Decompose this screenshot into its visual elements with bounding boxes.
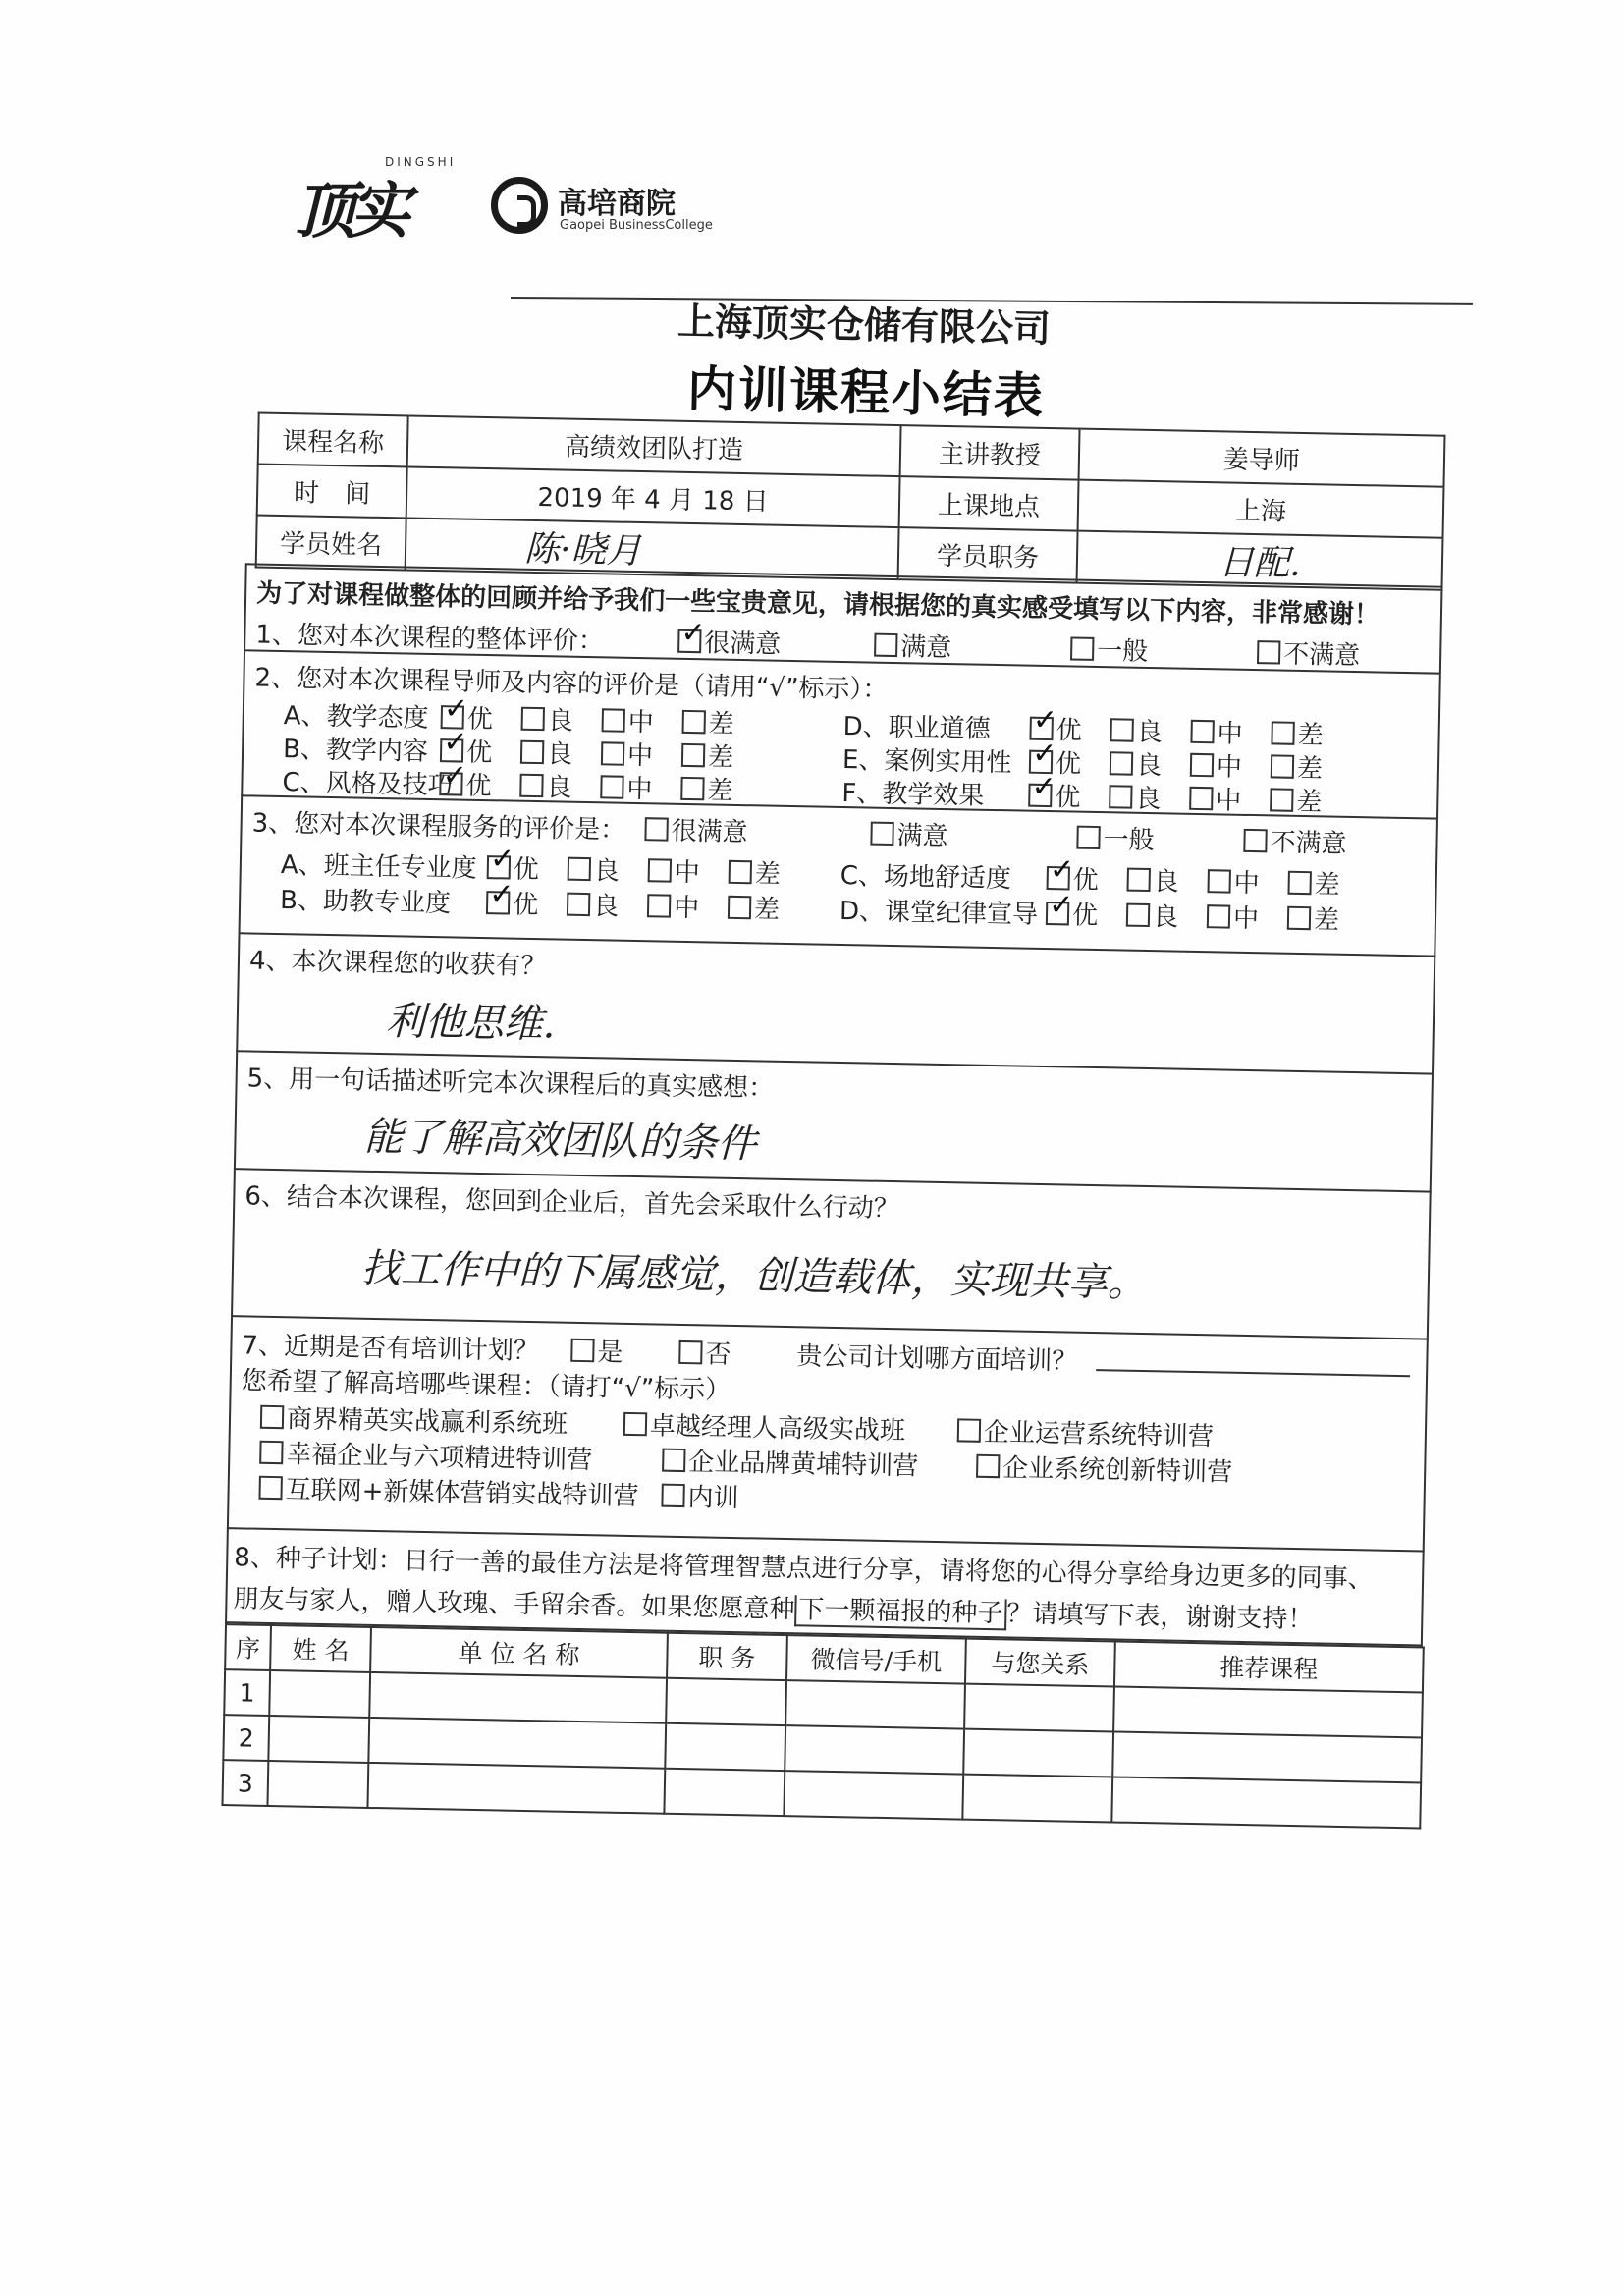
q8-line2b: 下一颗福报的种子 bbox=[794, 1595, 1007, 1630]
q2-item-grade-option[interactable] bbox=[520, 734, 602, 772]
checkbox-icon[interactable] bbox=[1207, 904, 1230, 928]
q1-option-very-satisfied[interactable] bbox=[677, 623, 782, 661]
course-label: 企业运营系统特训营 bbox=[983, 1417, 1215, 1452]
course-label: 幸福企业与六项精进特训营 bbox=[286, 1440, 593, 1476]
checkbox-icon[interactable] bbox=[568, 857, 591, 881]
q2-item-grade-option[interactable] bbox=[1189, 780, 1271, 818]
cell[interactable] bbox=[666, 1678, 786, 1725]
checkbox-icon[interactable] bbox=[520, 740, 544, 764]
checkbox-icon[interactable] bbox=[1028, 784, 1052, 807]
q3-item-grade-option[interactable] bbox=[486, 884, 568, 922]
q7-text: 7、近期是否有培训计划？ bbox=[242, 1331, 540, 1367]
checkbox-icon[interactable] bbox=[486, 891, 510, 914]
q2-item-grade-option[interactable] bbox=[1270, 781, 1351, 819]
cell[interactable] bbox=[1113, 1686, 1423, 1737]
q7-no-label: 否 bbox=[705, 1339, 731, 1370]
q1-text: 1、您对本次课程的整体评价： bbox=[255, 620, 605, 657]
checkbox-icon[interactable] bbox=[1076, 826, 1100, 849]
cell[interactable] bbox=[269, 1670, 370, 1718]
q1-option-average[interactable] bbox=[1070, 629, 1149, 668]
q2-item-grade-option[interactable] bbox=[681, 703, 763, 741]
grade-label: 良 bbox=[592, 892, 620, 922]
section-q5 bbox=[234, 1052, 1434, 1192]
q3-item-grade-option[interactable] bbox=[647, 851, 729, 890]
checkbox-icon[interactable] bbox=[1190, 753, 1214, 777]
cell[interactable] bbox=[1112, 1731, 1422, 1782]
grade-label: 优 bbox=[1072, 865, 1100, 897]
q7-yes[interactable] bbox=[570, 1332, 623, 1369]
gaopei-logo-name: 高培商院 bbox=[558, 187, 676, 221]
checkbox-icon[interactable] bbox=[647, 894, 671, 917]
checkbox-icon[interactable] bbox=[567, 893, 590, 916]
checkbox-icon[interactable] bbox=[680, 777, 704, 800]
checkbox-icon[interactable] bbox=[260, 1405, 284, 1429]
cell[interactable] bbox=[665, 1723, 785, 1771]
checkbox-icon[interactable] bbox=[1110, 751, 1133, 775]
q3-item-grade-option[interactable] bbox=[1287, 864, 1369, 902]
checkbox-icon[interactable] bbox=[1287, 871, 1311, 895]
col-header: 姓 名 bbox=[270, 1625, 371, 1672]
q2-item-label: D、职业道德 bbox=[842, 712, 991, 744]
q2-item-label: C、风格及技巧 bbox=[282, 768, 454, 801]
q3-item-grade-option[interactable] bbox=[1126, 897, 1208, 935]
course-label: 互联网+新媒体营销实战特训营 bbox=[285, 1475, 639, 1512]
checkbox-icon[interactable] bbox=[1243, 829, 1267, 852]
q2-item-grade-option[interactable] bbox=[600, 768, 681, 806]
checkbox-icon[interactable] bbox=[648, 858, 672, 882]
q3-text: 3、您对本次课程服务的评价是： bbox=[251, 808, 626, 846]
cell[interactable] bbox=[369, 1672, 667, 1723]
lecturer-label: 主讲教授 bbox=[900, 425, 1080, 479]
grade-label: 良 bbox=[593, 856, 621, 887]
cell[interactable] bbox=[964, 1684, 1114, 1732]
checkbox-icon[interactable] bbox=[1257, 640, 1280, 664]
grade-label: 良 bbox=[1136, 717, 1163, 748]
checkbox-icon[interactable] bbox=[487, 855, 511, 879]
grade-label: 优 bbox=[1056, 716, 1082, 746]
q3-item-label: D、课堂纪律宣导 bbox=[839, 896, 1039, 930]
q3-option-unsatisfied[interactable] bbox=[1243, 822, 1347, 860]
cell[interactable] bbox=[267, 1761, 368, 1808]
q5-answer: 能了解高效团队的条件 bbox=[363, 1114, 757, 1168]
q5-text: 5、用一句话描述听完本次课程后的真实感想： bbox=[246, 1064, 775, 1104]
intro-text: 为了对课程做整体的回顾并给予我们一些宝贵意见，请根据您的真实感受填写以下内容，非常感谢！ bbox=[255, 578, 1380, 630]
grade-label: 差 bbox=[1295, 787, 1323, 818]
grade-label: 差 bbox=[753, 895, 781, 925]
course-option[interactable] bbox=[957, 1411, 1215, 1452]
q3-item-grade-option[interactable] bbox=[1207, 862, 1288, 901]
document-title: 内训课程小结表 bbox=[686, 360, 1046, 425]
q2-item-grade-option[interactable] bbox=[520, 700, 602, 738]
lecturer-value: 姜导师 bbox=[1079, 429, 1445, 487]
q7-plan-text: 贵公司计划哪方面培训？ bbox=[796, 1341, 1078, 1377]
course-label: 卓越经理人高级实战班 bbox=[649, 1411, 906, 1447]
checkbox-icon[interactable] bbox=[677, 629, 701, 653]
checkbox-icon[interactable] bbox=[957, 1418, 981, 1442]
cell[interactable] bbox=[367, 1763, 665, 1814]
grade-label: 中 bbox=[1232, 903, 1260, 935]
checkbox-icon[interactable] bbox=[728, 896, 751, 919]
checkbox-icon[interactable] bbox=[521, 707, 545, 731]
dingshi-logo: 顶实 bbox=[295, 175, 406, 246]
checkbox-icon[interactable] bbox=[1109, 785, 1132, 808]
q2-item-grade-option[interactable] bbox=[681, 737, 763, 775]
row-index: 1 bbox=[224, 1669, 270, 1716]
checkbox-icon[interactable] bbox=[623, 1412, 647, 1436]
grade-label: 差 bbox=[708, 709, 735, 739]
q2-item-label: A、教学态度 bbox=[283, 701, 429, 734]
q2-item-grade-option[interactable] bbox=[1028, 777, 1110, 815]
cell[interactable] bbox=[784, 1771, 963, 1819]
section-q6 bbox=[231, 1170, 1432, 1339]
q6-answer: 找工作中的下属感觉，创造载体，实现共享。 bbox=[360, 1245, 1148, 1307]
checkbox-icon[interactable] bbox=[662, 1449, 685, 1472]
grade-label: 差 bbox=[707, 742, 734, 773]
grade-label: 良 bbox=[1153, 867, 1179, 898]
q3-item-grade-option[interactable] bbox=[728, 889, 809, 927]
grade-label: 优 bbox=[1071, 901, 1099, 932]
grade-label: 优 bbox=[1055, 783, 1081, 813]
q3-option-label: 一般 bbox=[1103, 825, 1155, 856]
q1-option-label: 满意 bbox=[899, 632, 952, 664]
checkbox-icon[interactable] bbox=[259, 1441, 283, 1464]
col-header: 序 bbox=[225, 1624, 271, 1670]
grade-label: 良 bbox=[546, 773, 572, 803]
cell[interactable] bbox=[963, 1729, 1113, 1777]
grade-label: 中 bbox=[626, 740, 654, 772]
checkbox-icon[interactable] bbox=[1287, 906, 1311, 930]
grade-label: 良 bbox=[546, 739, 573, 770]
checkbox-icon[interactable] bbox=[1047, 866, 1070, 890]
checkbox-icon[interactable] bbox=[1271, 754, 1294, 778]
grade-label: 优 bbox=[513, 854, 540, 886]
checkbox-icon[interactable] bbox=[1270, 788, 1293, 811]
q7-plan-blank[interactable] bbox=[1096, 1369, 1410, 1377]
q3-item-label: C、场地舒适度 bbox=[839, 860, 1012, 895]
checkbox-icon[interactable] bbox=[729, 860, 752, 884]
grade-label: 差 bbox=[1297, 720, 1324, 751]
q4-text: 4、本次课程您的收获有？ bbox=[248, 946, 547, 982]
grade-label: 中 bbox=[1233, 868, 1260, 900]
checkbox-icon[interactable] bbox=[682, 710, 706, 734]
q2-item-grade-option[interactable] bbox=[601, 735, 682, 773]
grade-label: 良 bbox=[1135, 784, 1162, 815]
checkbox-icon[interactable] bbox=[519, 774, 543, 797]
grade-label: 良 bbox=[547, 706, 574, 737]
cell[interactable] bbox=[368, 1718, 666, 1769]
course-label: 内训 bbox=[687, 1483, 739, 1514]
cell[interactable] bbox=[785, 1725, 964, 1774]
q8-line2a: 朋友与家人，赠人玫瑰、手留余香。如果您愿意种 bbox=[233, 1584, 795, 1625]
checkbox-icon[interactable] bbox=[1127, 868, 1151, 892]
course-label: 企业品牌黄埔特训营 bbox=[687, 1448, 919, 1482]
time-label: 时 间 bbox=[257, 465, 407, 519]
q2-item-grade-option[interactable] bbox=[1271, 747, 1352, 786]
course-option[interactable] bbox=[661, 1477, 739, 1515]
seed-table bbox=[221, 1623, 1424, 1829]
grade-label: 差 bbox=[754, 859, 782, 890]
q3-item-grade-option[interactable] bbox=[728, 853, 809, 892]
checkbox-icon[interactable] bbox=[661, 1484, 684, 1507]
q2-item-label: F、教学效果 bbox=[841, 779, 985, 811]
checkbox-icon[interactable] bbox=[976, 1454, 1000, 1478]
grade-label: 良 bbox=[1152, 902, 1179, 933]
course-option[interactable] bbox=[258, 1469, 638, 1512]
checkbox-icon[interactable] bbox=[644, 817, 668, 841]
q3-option-very-satisfied[interactable] bbox=[644, 810, 748, 848]
place-value: 上海 bbox=[1078, 480, 1444, 538]
time-value: 2019 年 4 月 18 日 bbox=[406, 466, 900, 527]
cell[interactable] bbox=[1111, 1777, 1421, 1828]
q8-line2c: ？请填写下表，谢谢支持！ bbox=[1006, 1599, 1314, 1635]
q2-item-grade-option[interactable] bbox=[1190, 713, 1272, 751]
grade-label: 优 bbox=[1055, 749, 1082, 780]
checkbox-icon[interactable] bbox=[601, 741, 624, 765]
place-label: 上课地点 bbox=[899, 476, 1079, 530]
checkbox-icon[interactable] bbox=[870, 822, 893, 846]
q7-no[interactable] bbox=[678, 1334, 731, 1371]
grade-label: 差 bbox=[1313, 905, 1340, 936]
grade-label: 中 bbox=[1216, 786, 1242, 816]
q7-hope-text: 您希望了解高培哪些课程：（请打“√”标示） bbox=[241, 1366, 731, 1405]
checkbox-icon[interactable] bbox=[258, 1476, 282, 1500]
q3-item-grade-option[interactable] bbox=[1126, 861, 1208, 900]
q3-item-label: B、助教专业度 bbox=[279, 886, 452, 919]
grade-label: 优 bbox=[465, 738, 493, 769]
q2-item-grade-option[interactable] bbox=[1271, 714, 1352, 752]
q2-item-grade-option[interactable] bbox=[439, 765, 520, 803]
position-label: 学员职务 bbox=[898, 527, 1078, 582]
section-q4 bbox=[236, 934, 1435, 1074]
position-value: 日配. bbox=[1077, 531, 1443, 590]
grade-label: 中 bbox=[674, 857, 701, 889]
q2-item-label: B、教学内容 bbox=[282, 735, 429, 767]
checkbox-icon[interactable] bbox=[1070, 636, 1094, 660]
grade-label: 中 bbox=[626, 774, 653, 805]
q3-item-grade-option[interactable] bbox=[647, 887, 729, 925]
q2-item-grade-option[interactable] bbox=[601, 701, 682, 739]
grade-label: 差 bbox=[1296, 753, 1324, 785]
grade-label: 中 bbox=[1216, 752, 1243, 783]
checkbox-icon[interactable] bbox=[602, 708, 625, 732]
checkbox-icon[interactable] bbox=[439, 772, 462, 795]
student-value: 陈·晓月 bbox=[406, 518, 899, 579]
checkbox-icon[interactable] bbox=[1189, 787, 1213, 810]
checkbox-icon[interactable] bbox=[681, 743, 705, 767]
checkbox-icon[interactable] bbox=[600, 775, 623, 798]
q3-item-grade-option[interactable] bbox=[1046, 895, 1127, 933]
q3-item-label: A、班主任专业度 bbox=[280, 850, 477, 884]
checkbox-icon[interactable] bbox=[678, 1340, 702, 1364]
info-table bbox=[255, 412, 1446, 591]
course-value: 高绩效团队打造 bbox=[407, 415, 901, 476]
q3-option-satisfied[interactable] bbox=[870, 815, 948, 853]
q2-item-grade-option[interactable] bbox=[680, 770, 762, 808]
q2-item-grade-option[interactable] bbox=[1190, 746, 1272, 785]
cell[interactable] bbox=[268, 1716, 369, 1763]
company-name: 上海顶实仓储有限公司 bbox=[677, 300, 1052, 351]
row-index: 3 bbox=[222, 1760, 268, 1806]
section-q2 bbox=[241, 651, 1441, 819]
section-q7 bbox=[227, 1317, 1429, 1552]
q3-option-label: 很满意 bbox=[671, 816, 748, 848]
logo-bar bbox=[295, 147, 746, 255]
grade-label: 优 bbox=[512, 890, 539, 921]
q8-line1: 8、种子计划：日行一善的最佳方法是将管理智慧点进行分享，请将您的心得分享给身边更多的同事、 bbox=[234, 1543, 1374, 1595]
q2-item-grade-option[interactable] bbox=[1110, 711, 1191, 749]
checkbox-icon[interactable] bbox=[1110, 718, 1133, 741]
grade-label: 中 bbox=[1217, 719, 1243, 749]
q3-item-grade-option[interactable] bbox=[1207, 898, 1288, 936]
cell[interactable] bbox=[962, 1775, 1112, 1823]
gaopei-logo-en: Gaopei BusinessCollege bbox=[560, 218, 713, 233]
q3-item-grade-option[interactable] bbox=[1287, 900, 1369, 938]
checkbox-icon[interactable] bbox=[1207, 869, 1230, 893]
q3-option-average[interactable] bbox=[1076, 819, 1155, 857]
q2-item-grade-option[interactable] bbox=[1109, 778, 1190, 816]
course-label: 企业系统创新特训营 bbox=[1001, 1453, 1233, 1488]
grade-label: 中 bbox=[673, 893, 700, 924]
checkbox-icon[interactable] bbox=[874, 633, 897, 657]
col-header: 单 位 名 称 bbox=[370, 1627, 668, 1678]
cell[interactable] bbox=[664, 1769, 785, 1816]
q3-item-grade-option[interactable] bbox=[567, 886, 648, 924]
q1-option-label: 不满意 bbox=[1282, 639, 1361, 672]
q3-item-grade-option[interactable] bbox=[568, 850, 649, 889]
q4-answer: 利他思维. bbox=[385, 999, 556, 1048]
cell[interactable] bbox=[785, 1680, 965, 1728]
q2-item-grade-option[interactable] bbox=[1110, 744, 1191, 783]
grade-label: 差 bbox=[1314, 870, 1340, 901]
q2-item-grade-option[interactable] bbox=[519, 767, 601, 805]
section-q3 bbox=[239, 796, 1438, 957]
q1-option-unsatisfied[interactable] bbox=[1257, 633, 1361, 672]
course-label: 商界精英实战赢利系统班 bbox=[286, 1404, 568, 1440]
col-header: 职 务 bbox=[667, 1633, 787, 1680]
q1-option-label: 一般 bbox=[1096, 635, 1149, 667]
q7-yes-label: 是 bbox=[597, 1338, 623, 1368]
q2-text: 2、您对本次课程导师及内容的评价是（请用“√”标示）： bbox=[254, 663, 889, 705]
checkbox-icon[interactable] bbox=[1046, 902, 1069, 925]
checkbox-icon[interactable] bbox=[1271, 721, 1294, 744]
q6-text: 6、结合本次课程，您回到企业后，首先会采取什么行动？ bbox=[244, 1181, 900, 1225]
checkbox-icon[interactable] bbox=[1190, 720, 1214, 743]
col-header: 推荐课程 bbox=[1114, 1642, 1424, 1693]
grade-label: 良 bbox=[1135, 750, 1163, 782]
course-option[interactable] bbox=[976, 1448, 1233, 1489]
student-label: 学员姓名 bbox=[256, 516, 406, 571]
q3-option-label: 满意 bbox=[896, 821, 948, 852]
col-header: 微信号/手机 bbox=[786, 1635, 966, 1683]
gaopei-logo-icon bbox=[491, 177, 548, 234]
course-option[interactable] bbox=[662, 1442, 919, 1483]
grade-label: 优 bbox=[466, 704, 494, 736]
grade-label: 中 bbox=[627, 707, 655, 738]
row-index: 2 bbox=[223, 1715, 269, 1761]
q1-option-label: 很满意 bbox=[703, 629, 782, 660]
q1-option-satisfied[interactable] bbox=[874, 627, 952, 665]
checkbox-icon[interactable] bbox=[570, 1339, 594, 1362]
col-header: 与您关系 bbox=[965, 1639, 1115, 1687]
grade-label: 差 bbox=[707, 776, 733, 806]
checkbox-icon[interactable] bbox=[1126, 903, 1150, 927]
q3-option-label: 不满意 bbox=[1270, 828, 1347, 859]
grade-label: 优 bbox=[465, 771, 492, 802]
dingshi-logo-en: DINGSHI bbox=[385, 155, 457, 169]
q2-item-label: E、案例实用性 bbox=[841, 745, 1012, 779]
course-label: 课程名称 bbox=[258, 413, 408, 467]
